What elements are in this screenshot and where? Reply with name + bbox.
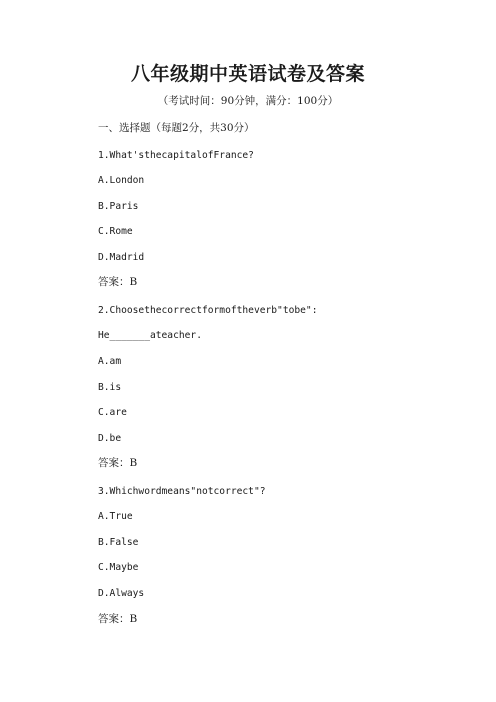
question-3-option-d: D.Always (98, 588, 145, 599)
question-1-option-d: D.Madrid (98, 252, 145, 263)
page-title: 八年级期中英语试卷及答案 (130, 63, 365, 85)
question-2-option-b: B.is (98, 382, 122, 393)
question-3-option-c: C.Maybe (98, 562, 139, 573)
question-1-stem: 1.What'sthecapitalofFrance? (98, 150, 254, 161)
question-1-answer: 答案：B (98, 276, 138, 288)
question-2-blank-sentence: He_______ateacher. (98, 330, 202, 341)
question-3-stem: 3.Whichwordmeans"notcorrect"? (98, 486, 266, 497)
question-2-stem: 2.Choosethecorrectformoftheverb"tobe": (98, 305, 318, 316)
section-heading: 一、选择题（每题2分，共30分） (98, 122, 255, 134)
question-1-option-b: B.Paris (98, 201, 139, 212)
question-2-option-a: A.am (98, 356, 122, 367)
question-2-answer: 答案：B (98, 457, 138, 469)
question-1-option-a: A.London (98, 175, 145, 186)
question-3-option-a: A.True (98, 511, 133, 522)
question-3-option-b: B.False (98, 537, 139, 548)
exam-info: （考试时间：90分钟，满分：100分） (157, 95, 339, 107)
question-2-option-d: D.be (98, 433, 122, 444)
question-2-option-c: C.are (98, 407, 127, 418)
question-3-answer: 答案：B (98, 613, 138, 625)
question-1-option-c: C.Rome (98, 226, 133, 237)
